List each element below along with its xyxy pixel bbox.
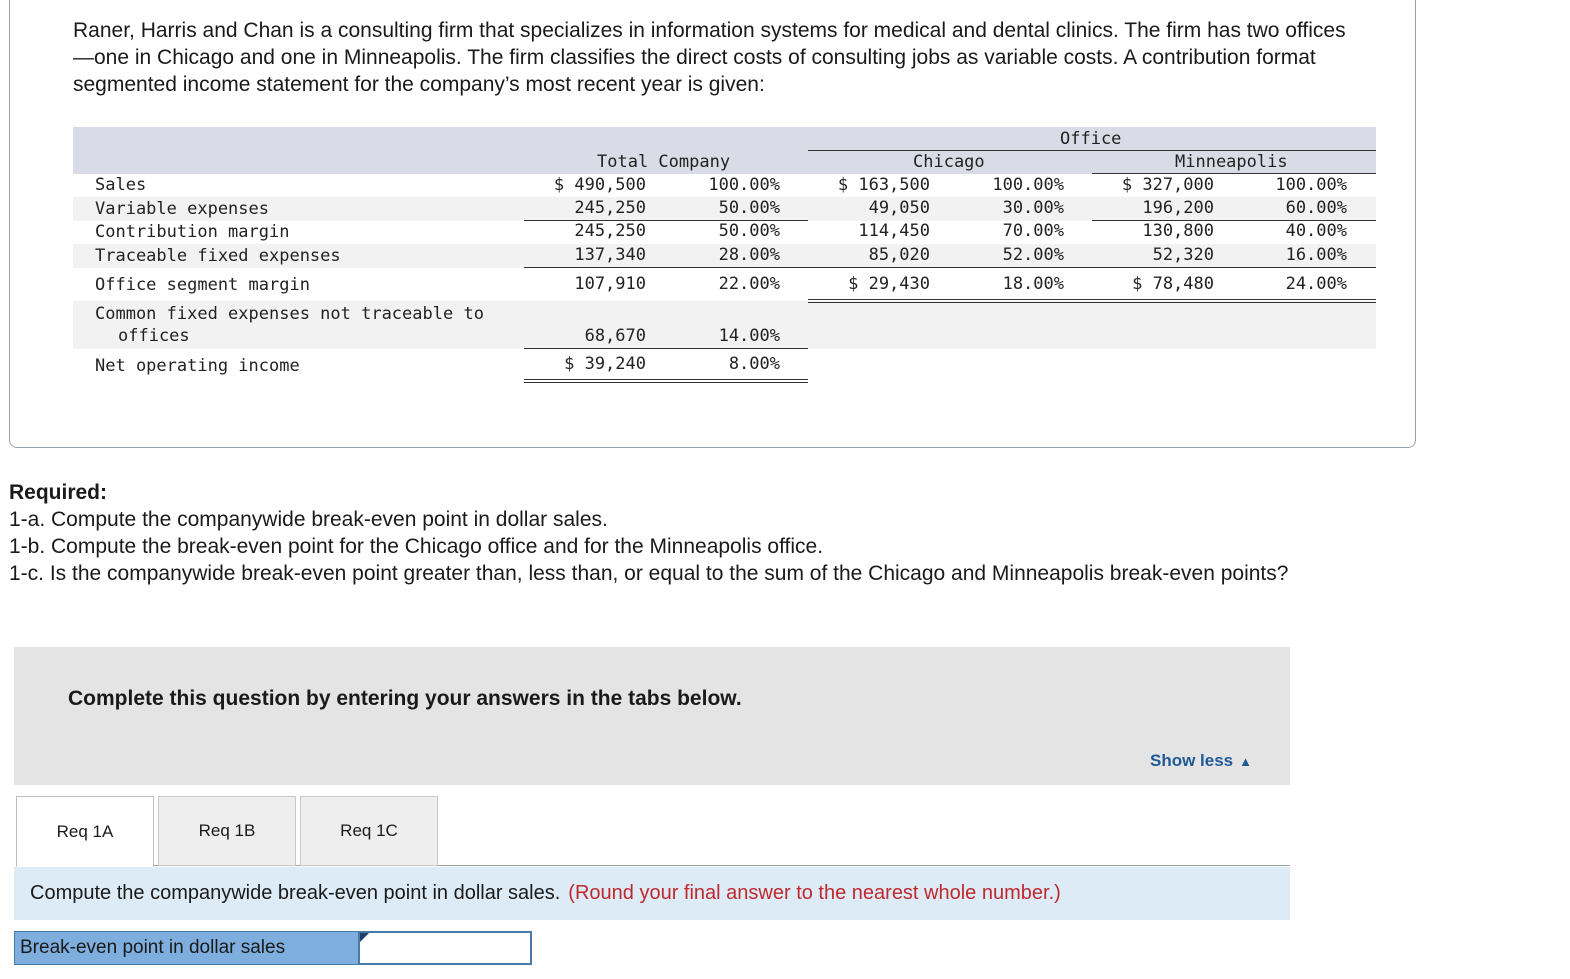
- rule-traceable: [524, 267, 1376, 268]
- sales-chicago-pct: 100.00%: [992, 175, 1064, 195]
- question-bar: [14, 867, 1290, 920]
- instructions-text: Complete this question by entering your answers in the tabs below.: [68, 687, 742, 710]
- sales-total: $ 490,500: [553, 175, 646, 195]
- segment-total: 107,910: [574, 274, 646, 294]
- problem-intro: Raner, Harris and Chan is a consulting firm that specializes in information systems for medical and dental clinics. The firm has two offices—one in Chicago and one in Minneapolis. The firm classifies the direct costs of consulting jobs as variable costs. A contribution format segmented income statement for the company’s most recent year is given:: [73, 19, 1346, 96]
- traceable-minneapolis-pct: 16.00%: [1285, 245, 1347, 265]
- rule-noi-double: [524, 379, 808, 383]
- variable-total: 245,250: [574, 198, 646, 218]
- sales-chicago: $ 163,500: [837, 175, 930, 195]
- cm-total: 245,250: [574, 221, 646, 241]
- cm-chicago-pct: 70.00%: [1002, 221, 1064, 241]
- traceable-minneapolis: 52,320: [1152, 245, 1214, 265]
- sales-minneapolis: $ 327,000: [1121, 175, 1214, 195]
- cm-minneapolis-pct: 40.00%: [1285, 221, 1347, 241]
- traceable-chicago: 85,020: [868, 245, 930, 265]
- sales-total-pct: 100.00%: [708, 175, 780, 195]
- traceable-total: 137,340: [574, 245, 646, 265]
- tab-req-1a[interactable]: [16, 796, 154, 867]
- sales-minneapolis-pct: 100.00%: [1275, 175, 1347, 195]
- variable-total-pct: 50.00%: [718, 198, 780, 218]
- segment-minneapolis: $ 78,480: [1132, 274, 1214, 294]
- variable-minneapolis: 196,200: [1142, 198, 1214, 218]
- minneapolis-header-rule: [1092, 173, 1376, 174]
- total-company-header: Total Company: [597, 152, 731, 172]
- common-total: 68,670: [584, 326, 646, 346]
- row-label-variable-expenses: Variable expenses: [95, 199, 269, 219]
- row-label-contribution-margin: Contribution margin: [95, 222, 290, 242]
- segment-total-pct: 22.00%: [718, 274, 780, 294]
- cm-total-pct: 50.00%: [718, 221, 780, 241]
- segmented-income-statement: [73, 127, 1376, 387]
- office-header-rule: [808, 150, 1376, 151]
- noi-total: $ 39,240: [564, 354, 646, 374]
- rule-segment-double: [808, 299, 1376, 303]
- chicago-header: Chicago: [913, 152, 985, 172]
- tab-req-1b[interactable]: [158, 796, 296, 866]
- row-label-common-fixed-1: Common fixed expenses not traceable to: [95, 304, 484, 324]
- traceable-total-pct: 28.00%: [718, 245, 780, 265]
- office-header: Office: [1060, 129, 1122, 149]
- tab-label: Req 1C: [340, 821, 398, 840]
- triangle-up-icon: ▲: [1239, 754, 1252, 769]
- row-label-common-fixed-2: offices: [118, 326, 190, 346]
- row-label-segment-margin: Office segment margin: [95, 275, 310, 295]
- input-corner-marker-icon: [360, 933, 369, 942]
- segment-minneapolis-pct: 24.00%: [1285, 274, 1347, 294]
- traceable-chicago-pct: 52.00%: [1002, 245, 1064, 265]
- common-total-pct: 14.00%: [718, 326, 780, 346]
- required-item-1b: 1-b. Compute the break-even point for the Chicago office and for the Minneapolis office.: [9, 535, 824, 558]
- row-label-sales: Sales: [95, 175, 147, 195]
- tab-label: Req 1B: [198, 821, 256, 840]
- variable-chicago: 49,050: [868, 198, 930, 218]
- question-text: Compute the companywide break-even point in dollar sales.: [30, 882, 561, 904]
- show-less-toggle[interactable]: [1150, 751, 1252, 771]
- segment-chicago-pct: 18.00%: [1002, 274, 1064, 294]
- noi-total-pct: 8.00%: [728, 354, 780, 374]
- variable-minneapolis-pct: 60.00%: [1285, 198, 1347, 218]
- cm-chicago: 114,450: [858, 221, 930, 241]
- instructions-panel: [14, 647, 1290, 785]
- cm-minneapolis: 130,800: [1142, 221, 1214, 241]
- req-tabs: [16, 796, 1290, 866]
- tab-label: Req 1A: [56, 821, 114, 841]
- segment-chicago: $ 29,430: [848, 274, 930, 294]
- required-heading: Required:: [9, 481, 108, 504]
- required-item-1c: 1-c. Is the companywide break-even point greater than, less than, or equal to the sum of the Chicago and Minneapolis break-even points?: [9, 562, 1289, 585]
- required-section: [9, 479, 1389, 587]
- row-label-traceable-fixed: Traceable fixed expenses: [95, 246, 341, 266]
- break-even-dollar-sales-input[interactable]: [359, 931, 532, 965]
- rule-common: [524, 348, 808, 349]
- required-item-1a: 1-a. Compute the companywide break-even point in dollar sales.: [9, 508, 608, 531]
- answer-input-wrapper: [359, 931, 532, 965]
- minneapolis-header: Minneapolis: [1175, 152, 1288, 172]
- tab-req-1c[interactable]: [300, 796, 438, 866]
- show-less-label: Show less: [1149, 751, 1234, 770]
- variable-chicago-pct: 30.00%: [1002, 198, 1064, 218]
- answer-label: Break-even point in dollar sales: [14, 931, 359, 965]
- answer-row: [14, 931, 532, 965]
- rounding-note: (Round your final answer to the nearest whole number.): [568, 882, 1061, 904]
- row-label-net-operating-income: Net operating income: [95, 356, 300, 376]
